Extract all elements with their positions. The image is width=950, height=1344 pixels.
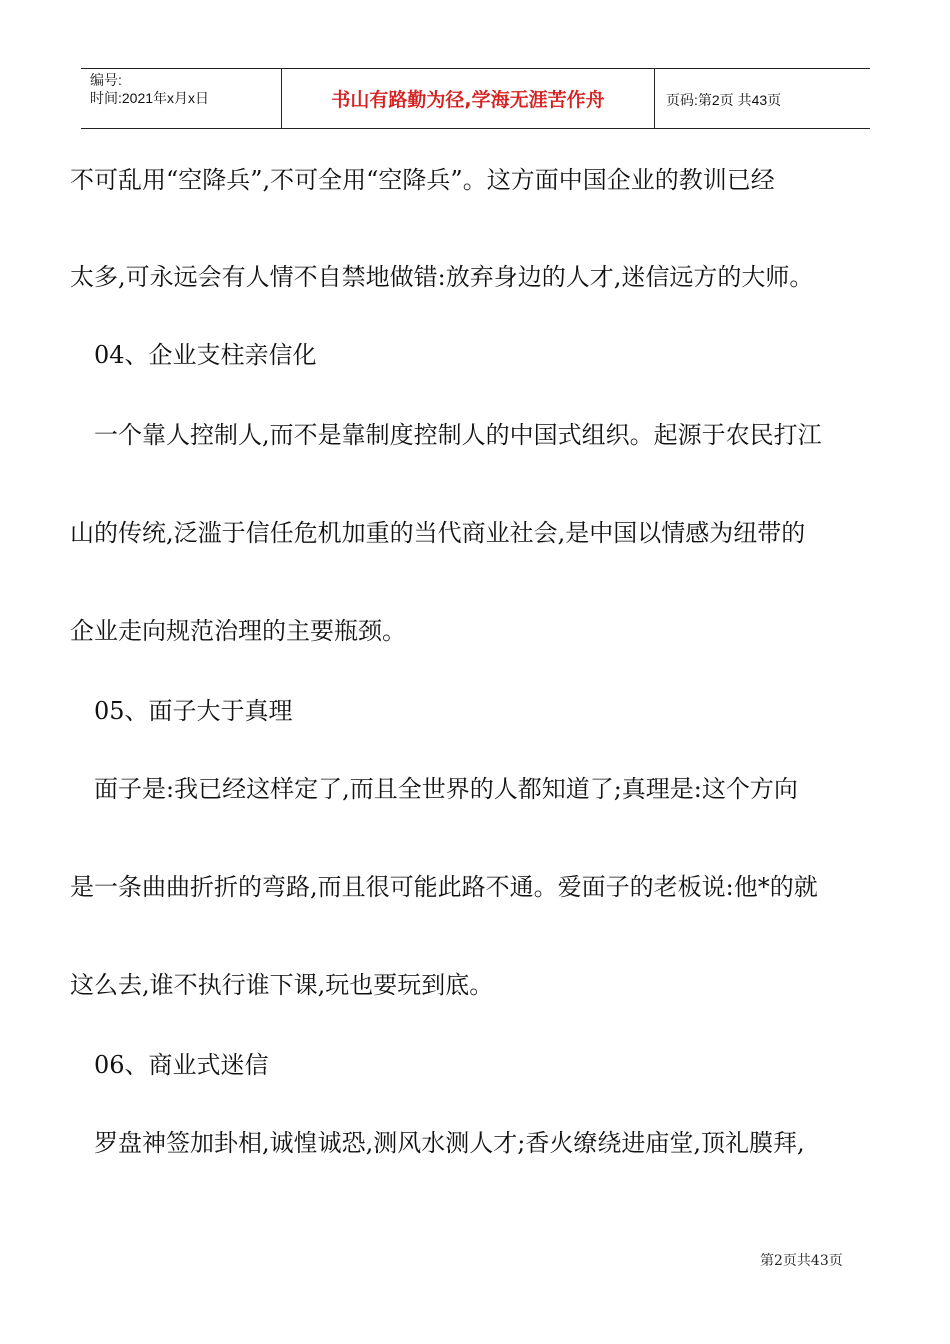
paragraph-line: 这么去,谁不执行谁下课,玩也要玩到底。	[70, 971, 494, 999]
page-header	[81, 68, 870, 129]
paragraph-line: 企业走向规范治理的主要瓶颈。	[70, 617, 406, 645]
page-footer: 第2页共43页	[760, 1253, 843, 1269]
section-heading: 06、商业式迷信	[94, 1051, 269, 1079]
paragraph-line: 是一条曲曲折折的弯路,而且很可能此路不通。爱面子的老板说:他*的就	[70, 873, 818, 901]
document-id-label: 编号:	[90, 72, 122, 88]
header-motto: 书山有路勤为径,学海无涯苦作舟	[331, 89, 605, 111]
section-heading: 05、面子大于真理	[94, 697, 293, 725]
header-page-info: 页码:第2页 共43页	[666, 92, 782, 108]
paragraph-line: 太多,可永远会有人情不自禁地做错:放弃身边的人才,迷信远方的大师。	[70, 263, 814, 291]
paragraph-line: 一个靠人控制人,而不是靠制度控制人的中国式组织。起源于农民打江	[94, 421, 822, 449]
section-heading: 04、企业支柱亲信化	[94, 341, 317, 369]
paragraph-line: 面子是:我已经这样定了,而且全世界的人都知道了;真理是:这个方向	[94, 775, 798, 803]
paragraph-line: 不可乱用“空降兵”,不可全用“空降兵”。这方面中国企业的教训已经	[70, 166, 775, 194]
header-divider	[654, 68, 655, 129]
paragraph-line: 山的传统,泛滥于信任危机加重的当代商业社会,是中国以情感为纽带的	[70, 519, 806, 547]
paragraph-line: 罗盘神签加卦相,诚惶诚恐,测风水测人才;香火缭绕进庙堂,顶礼膜拜,	[94, 1129, 805, 1157]
document-date: 时间:2021年x月x日	[90, 90, 210, 106]
